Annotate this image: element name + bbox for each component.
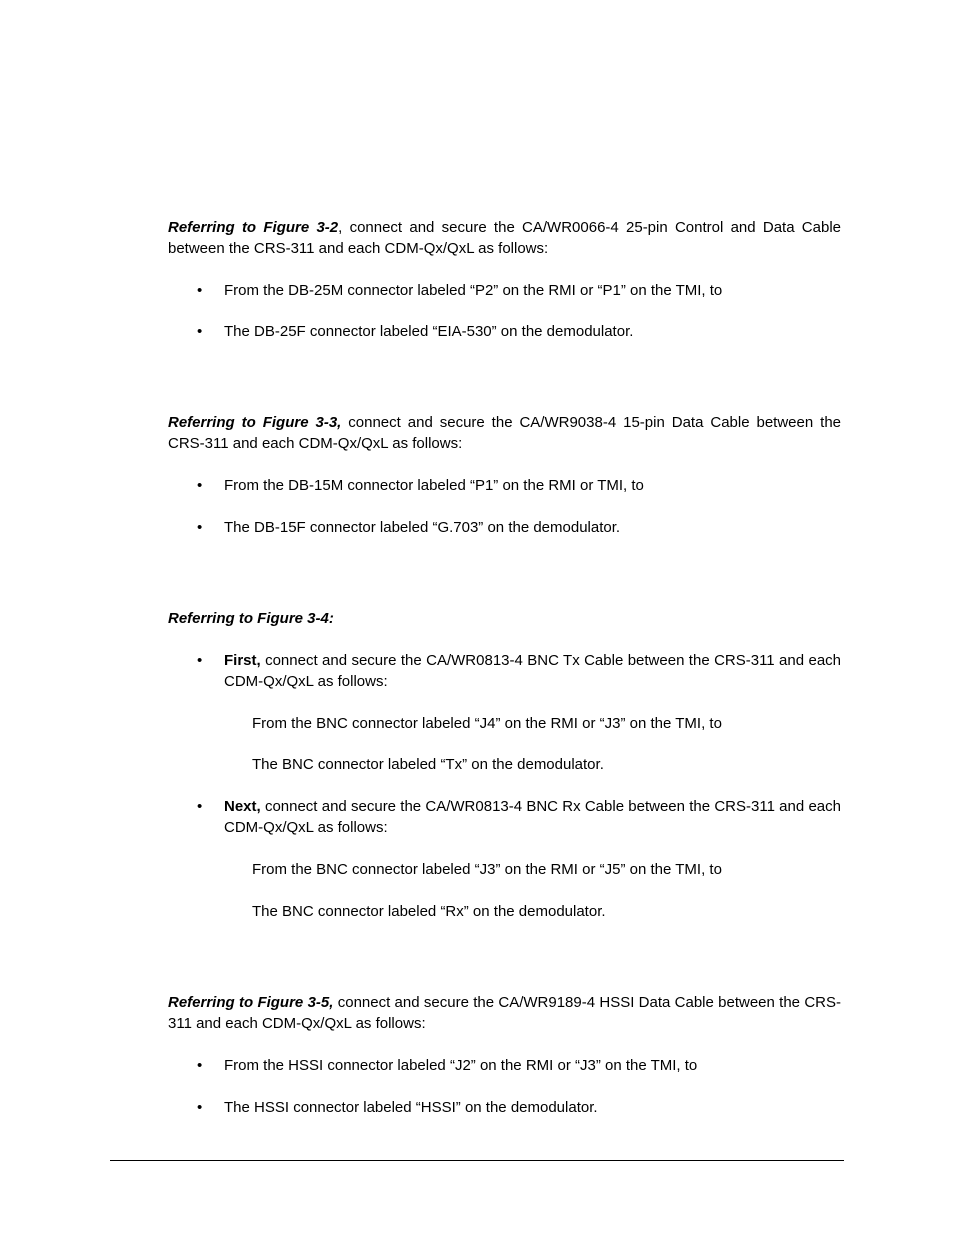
bullet-icon: •: [197, 282, 203, 299]
section3-next-sub-2: The BNC connector labeled “Rx” on the demodulator.: [252, 903, 606, 920]
bullet-icon: •: [197, 477, 203, 494]
section3-first-sub-2: The BNC connector labeled “Tx” on the demodulator.: [252, 756, 604, 773]
section3-next-sub-1: From the BNC connector labeled “J3” on the RMI or “J5” on the TMI, to: [252, 861, 722, 878]
section2-intro: [168, 412, 841, 454]
section3-first-sub-1: From the BNC connector labeled “J4” on the RMI or “J3” on the TMI, to: [252, 715, 722, 732]
section2-intro-text: connect and secure the CA/WR9038-4 15-pin Data Cable between the CRS-311 and each CDM-Qx/QxL as follows:: [168, 414, 841, 452]
section1-figure-ref: Referring to Figure 3-2: [168, 219, 339, 236]
section1-intro: [168, 217, 841, 259]
bullet-icon: •: [197, 798, 203, 815]
section3-first-lead: First,: [224, 652, 261, 669]
section1-bullet-2: The DB-25F connector labeled “EIA-530” on the demodulator.: [224, 323, 634, 340]
section4-bullet-1: From the HSSI connector labeled “J2” on the RMI or “J3” on the TMI, to: [224, 1057, 698, 1074]
section4-bullet-2: The HSSI connector labeled “HSSI” on the demodulator.: [224, 1099, 598, 1116]
bullet-icon: •: [197, 652, 203, 669]
bullet-icon: •: [197, 1099, 203, 1116]
section3-first-bullet: [224, 650, 841, 692]
section4-figure-ref: Referring to Figure 3-5,: [168, 994, 334, 1011]
section3-intro: [168, 608, 841, 629]
bullet-icon: •: [197, 323, 203, 340]
section2-figure-ref: Referring to Figure 3-3,: [168, 414, 342, 431]
bullet-icon: •: [197, 1057, 203, 1074]
section3-figure-ref: Referring to Figure 3-4:: [168, 610, 334, 627]
section3-next-lead: Next,: [224, 798, 261, 815]
section2-bullet-2: The DB-15F connector labeled “G.703” on the demodulator.: [224, 519, 621, 536]
section1-intro-text: , connect and secure the CA/WR0066-4 25-pin Control and Data Cable between the CRS-311 and each CDM-Qx/QxL as follows:: [168, 219, 842, 257]
section3-first-text: connect and secure the CA/WR0813-4 BNC Tx Cable between the CRS-311 and each CDM-Qx/QxL as follows:: [224, 652, 841, 690]
footer-divider: [110, 1160, 844, 1161]
section3-next-bullet: [224, 796, 841, 838]
section4-intro: [168, 992, 841, 1034]
section1-bullet-1: From the DB-25M connector labeled “P2” on the RMI or “P1” on the TMI, to: [224, 282, 723, 299]
bullet-icon: •: [197, 519, 203, 536]
section3-next-text: connect and secure the CA/WR0813-4 BNC Rx Cable between the CRS-311 and each CDM-Qx/QxL as follows:: [224, 798, 841, 836]
section2-bullet-1: From the DB-15M connector labeled “P1” on the RMI or TMI, to: [224, 477, 644, 494]
section4-intro-text: connect and secure the CA/WR9189-4 HSSI Data Cable between the CRS-311 and each CDM-Qx/QxL as follows:: [168, 994, 841, 1032]
